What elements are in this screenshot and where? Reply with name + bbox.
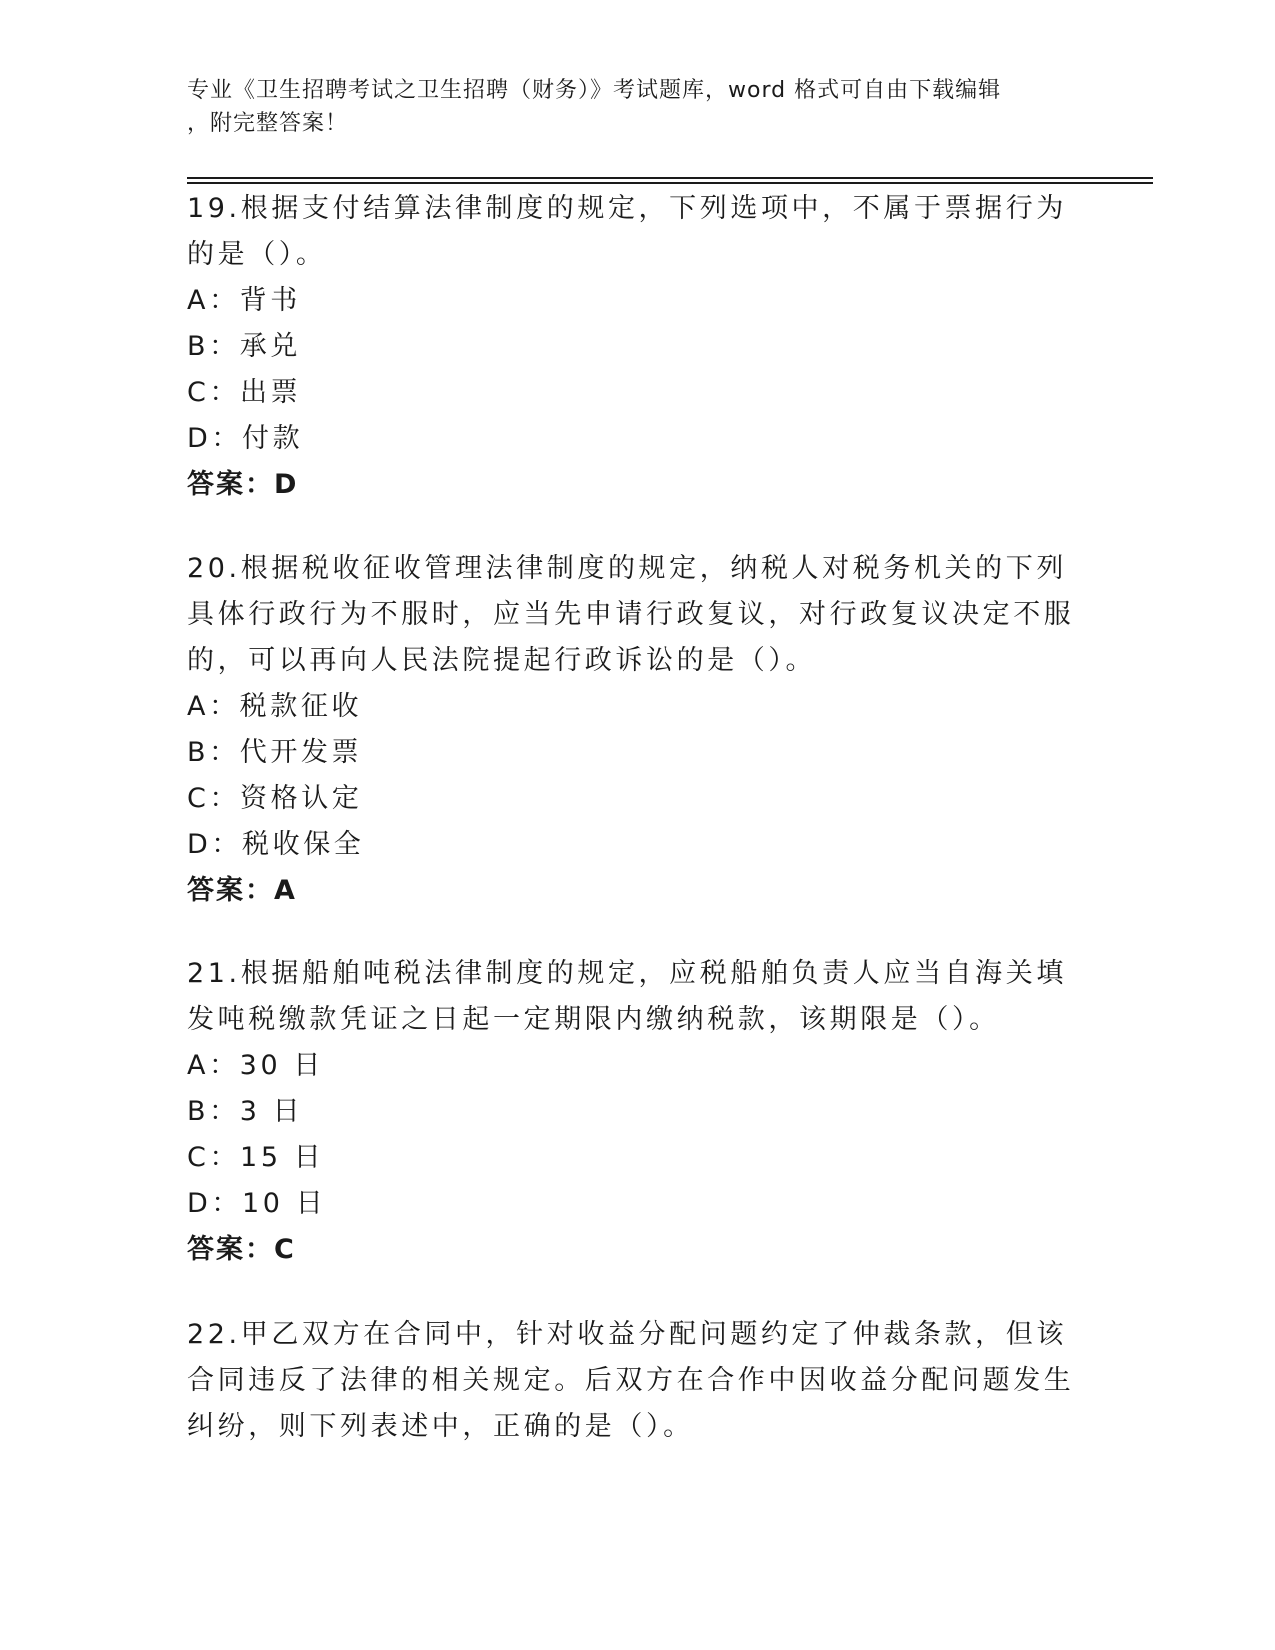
- header-line-2: ，附完整答案！: [187, 111, 349, 136]
- option-d: D：10 日: [187, 1188, 327, 1219]
- question-20: [187, 546, 1087, 914]
- header-line-1: 专业《卫生招聘考试之卫生招聘（财务）》考试题库，word 格式可自由下载编辑: [187, 78, 1002, 103]
- option-a: A：30 日: [187, 1050, 325, 1081]
- option-b: B：3 日: [187, 1096, 304, 1127]
- question-22: [187, 1312, 1087, 1450]
- question-text: 22.甲乙双方在合同中，针对收益分配问题约定了仲裁条款，但该合同违反了法律的相关规定。后双方在合作中因收益分配问题发生纠纷，则下列表述中，正确的是（）。: [187, 1319, 1075, 1442]
- option-list: [187, 684, 1087, 868]
- question-19: [187, 186, 1087, 508]
- answer: 答案：D: [187, 469, 299, 500]
- question-text: 20.根据税收征收管理法律制度的规定，纳税人对税务机关的下列具体行政行为不服时，应当先申请行政复议，对行政复议决定不服的，可以再向人民法院提起行政诉讼的是（）。: [187, 553, 1075, 676]
- answer: 答案：A: [187, 875, 297, 906]
- option-c: C：15 日: [187, 1142, 325, 1173]
- option-d: D：付款: [187, 423, 304, 454]
- option-list: [187, 278, 1087, 462]
- option-a: A：背书: [187, 285, 301, 316]
- header-divider-top: [187, 177, 1153, 179]
- option-c: C：出票: [187, 377, 302, 408]
- question-text: 19.根据支付结算法律制度的规定，下列选项中，不属于票据行为的是（）。: [187, 193, 1067, 270]
- option-list: [187, 1043, 1087, 1227]
- question-21: [187, 951, 1087, 1273]
- header-divider-bottom: [187, 182, 1153, 184]
- option-d: D：税收保全: [187, 829, 365, 860]
- option-a: A：税款征收: [187, 691, 363, 722]
- question-text: 21.根据船舶吨税法律制度的规定，应税船舶负责人应当自海关填发吨税缴款凭证之日起一定期限内缴纳税款，该期限是（）。: [187, 958, 1067, 1035]
- option-c: C：资格认定: [187, 783, 363, 814]
- document-header: [187, 74, 1077, 140]
- option-b: B：代开发票: [187, 737, 363, 768]
- option-b: B：承兑: [187, 331, 301, 362]
- answer: 答案：C: [187, 1234, 296, 1265]
